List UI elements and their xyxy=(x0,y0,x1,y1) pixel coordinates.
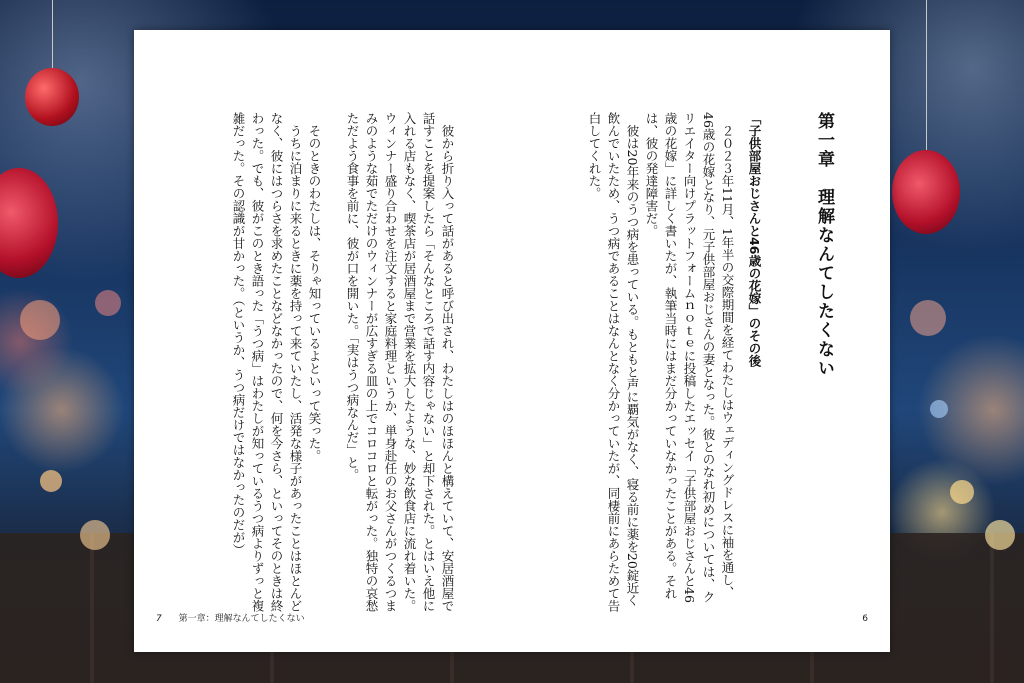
snowflake-ornament xyxy=(892,150,960,234)
paragraph: うちに泊まりに来るときに薬を持って来ていたし、活発な様子があったことはほとんどなく、彼にはつらさを求めたことなどなかったので、何を今さら、といってそのときは終わった。でも、彼がこのとき語った「うつ病」はわたしが知っているうつ病よりずっと複雑だった。その認識が甘かった。（というか、うつ病だけではなかったのだが） xyxy=(231,112,303,612)
ornament-string xyxy=(926,0,927,150)
left-page-footer xyxy=(156,611,305,624)
paragraph: 彼は20年来のうつ病を患っている。もともと声に覇気がなく、寝る前に薬を20錠近く飲んでいたため、うつ病であることはなんとなく分かっていたが、同棲前にあらためて告白してくれた。 xyxy=(587,112,640,612)
bokeh-light xyxy=(950,480,974,504)
paragraph-spacer xyxy=(324,112,343,612)
snowflake-ornament xyxy=(0,168,58,278)
bokeh-light xyxy=(930,400,948,418)
right-page-number: 6 xyxy=(862,614,868,624)
section-heading: 「子供部屋おじさんと46歳の花嫁」のその後 xyxy=(747,112,762,367)
bokeh-light xyxy=(95,290,121,316)
red-ornament xyxy=(25,68,79,126)
book-page-spread xyxy=(134,30,890,652)
paragraph: ２０２３年11月、1年半の交際期間を経てわたしはウェディングドレスに袖を通し、46歳の花嫁となり、元子供部屋おじさんの妻となった。彼とのなれ初めについては、クリエイター向けプラットフォームｎｏｔｅに投稿したエッセイ「子供部屋おじさんと46歳の花嫁」に詳しく書いたが、執筆当時にはまだ分かっていなかったことがある。それは、彼の発達障害だ。 xyxy=(644,112,735,603)
body-text-left-page xyxy=(229,112,457,612)
paragraph: そのときのわたしは、そりゃ知っているよといって笑った。 xyxy=(307,112,322,462)
ornament-string xyxy=(52,0,53,70)
bokeh-light xyxy=(20,300,60,340)
bokeh-light xyxy=(40,470,62,492)
running-head: 第一章：理解なんてしたくない xyxy=(178,614,305,624)
bokeh-light xyxy=(80,520,110,550)
bokeh-light xyxy=(910,300,946,336)
body-text-right-page xyxy=(585,112,737,612)
left-page-number: 7 xyxy=(156,614,162,624)
bokeh-light xyxy=(985,520,1015,550)
chapter-title: 第一章 理解なんてしたくない xyxy=(814,112,834,378)
paragraph: 彼から折り入って話があると呼び出され、わたしはのほほんと構えていて、安居酒屋で話すことを提案したら「そんなところで話す内容じゃない」と却下された。とはいえ他に入れる店もなく、喫茶店が居酒屋まで営業を拡大したような、妙な飲食店に流れ着いた。ウィンナー盛り合わせを注文すると家庭料理というか、単身赴任のお父さんがつくるつまみのような茹でただけのウィンナーが広すぎる皿の上でコロコロと転がった。独特の哀愁ただよう食事を前に、彼が口を開いた。「実はうつ病なんだ」と。 xyxy=(345,112,455,612)
